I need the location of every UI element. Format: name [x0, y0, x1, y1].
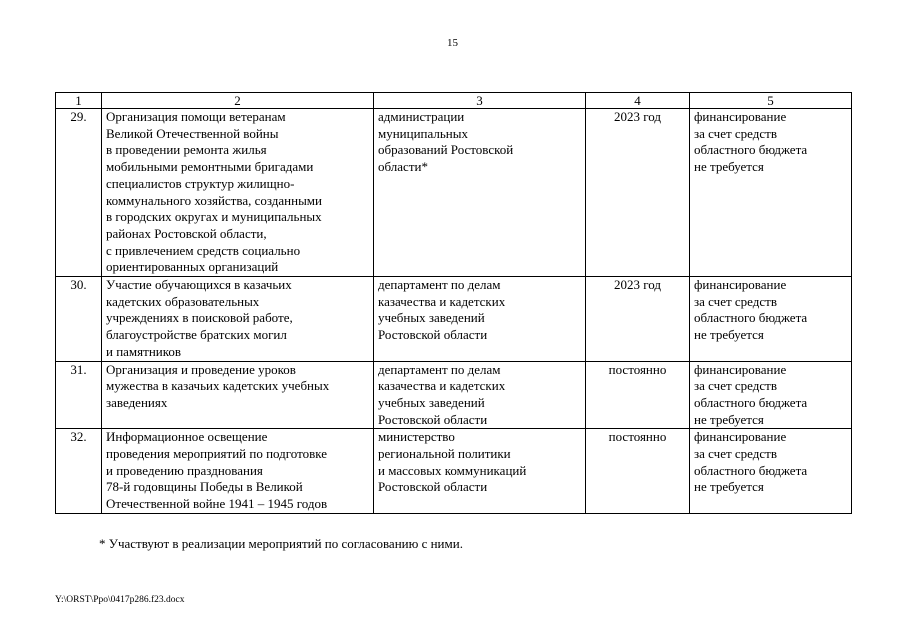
measure-text-line: проведения мероприятий по подготовке [106, 446, 328, 462]
table-row [56, 361, 852, 429]
column-number-row [56, 93, 852, 109]
financing-text-line: за счет средств [694, 446, 777, 462]
measure-text-line: и проведению празднования [106, 462, 263, 478]
period-text-cell: постоянно [586, 429, 690, 514]
measure-text-line: Великой Отечественной войны [106, 125, 279, 141]
table-row [56, 429, 852, 514]
executor-text-line: казачества и кадетских [378, 378, 506, 394]
executor-text-line: казачества и кадетских [378, 293, 506, 309]
executor-text-cell [374, 277, 586, 362]
financing-text-line: за счет средств [694, 125, 777, 141]
column-header: 4 [586, 93, 690, 109]
financing-text-line: областного бюджета [694, 310, 808, 326]
measure-text-cell [102, 361, 374, 429]
measure-text-line: Участие обучающихся в казачьих [106, 277, 292, 293]
executor-text-line: Ростовской области [378, 327, 488, 343]
table-row [56, 277, 852, 362]
file-path: Y:\ORST\Ppo\0417p286.f23.docx [55, 595, 185, 605]
measure-text-line: районах Ростовской области, [106, 225, 267, 241]
financing-text-line: финансирование [694, 361, 787, 377]
period-text-cell: 2023 год [586, 109, 690, 277]
measure-text-line: Организация помощи ветеранам [106, 109, 286, 124]
executor-text-cell [374, 109, 586, 277]
measure-text-line: специалистов структур жилищно- [106, 175, 295, 191]
column-header: 5 [690, 93, 852, 109]
row-number-cell: 30. [56, 277, 102, 362]
financing-text-cell [690, 277, 852, 362]
financing-text-line: финансирование [694, 277, 787, 293]
executor-text-line: и массовых коммуникаций [378, 462, 527, 478]
measure-text-line: мобильными ремонтными бригадами [106, 159, 314, 175]
row-number-cell: 31. [56, 361, 102, 429]
executor-text-line: муниципальных [378, 125, 469, 141]
measure-text-line: в городских округах и муниципальных [106, 209, 322, 225]
financing-text-cell [690, 429, 852, 514]
measures-table [55, 92, 852, 514]
measure-text-line: и памятников [106, 343, 182, 359]
financing-text-line: областного бюджета [694, 462, 808, 478]
executor-text-cell [374, 361, 586, 429]
financing-text-line: не требуется [694, 327, 764, 343]
executor-text-line: области* [378, 159, 428, 175]
measure-text-cell [102, 109, 374, 277]
row-number-cell: 32. [56, 429, 102, 514]
column-header: 2 [102, 93, 374, 109]
executor-text-line: Ростовской области [378, 479, 488, 495]
executor-text-line: образований Ростовской [378, 142, 514, 158]
measure-text-line: коммунального хозяйства, созданными [106, 192, 322, 208]
measure-text-cell [102, 429, 374, 514]
row-number-cell: 29. [56, 109, 102, 277]
financing-text-line: за счет средств [694, 378, 777, 394]
measure-text-line: с привлечением средств социально [106, 242, 301, 258]
measure-text-line: заведениях [106, 394, 168, 410]
measure-text-line: ориентированных организаций [106, 259, 279, 275]
financing-text-line: не требуется [694, 479, 764, 495]
executor-text-line: департамент по делам [378, 277, 501, 293]
measure-text-line: кадетских образовательных [106, 293, 260, 309]
financing-text-line: областного бюджета [694, 142, 808, 158]
measure-text-line: Отечественной войне 1941 – 1945 годов [106, 496, 328, 512]
financing-text-line: областного бюджета [694, 394, 808, 410]
footnote: * Участвуют в реализации мероприятий по согласованию с ними. [99, 536, 463, 551]
executor-text-line: Ростовской области [378, 411, 488, 427]
table-row [56, 109, 852, 277]
page-number: 15 [447, 37, 458, 49]
financing-text-line: финансирование [694, 429, 787, 445]
executor-text-line: департамент по делам [378, 361, 501, 377]
executor-text-line: учебных заведений [378, 394, 485, 410]
financing-text-line: за счет средств [694, 293, 777, 309]
executor-text-line: региональной политики [378, 446, 511, 462]
measure-text-line: в проведении ремонта жилья [106, 142, 267, 158]
period-text-cell: 2023 год [586, 277, 690, 362]
executor-text-line: администрации [378, 109, 465, 124]
financing-text-line: не требуется [694, 411, 764, 427]
financing-text-cell [690, 109, 852, 277]
measure-text-line: учреждениях в поисковой работе, [106, 310, 293, 326]
column-header: 1 [56, 93, 102, 109]
measure-text-line: благоустройстве братских могил [106, 327, 287, 343]
executor-text-line: министерство [378, 429, 455, 445]
financing-text-line: финансирование [694, 109, 787, 124]
measure-text-line: Информационное освещение [106, 429, 268, 445]
measure-text-cell [102, 277, 374, 362]
measure-text-line: Организация и проведение уроков [106, 361, 296, 377]
financing-text-line: не требуется [694, 159, 764, 175]
measure-text-line: 78-й годовщины Победы в Великой [106, 479, 303, 495]
measure-text-line: мужества в казачьих кадетских учебных [106, 378, 330, 394]
measures-table-body [56, 93, 852, 514]
column-header: 3 [374, 93, 586, 109]
period-text-cell: постоянно [586, 361, 690, 429]
executor-text-cell [374, 429, 586, 514]
executor-text-line: учебных заведений [378, 310, 485, 326]
financing-text-cell [690, 361, 852, 429]
